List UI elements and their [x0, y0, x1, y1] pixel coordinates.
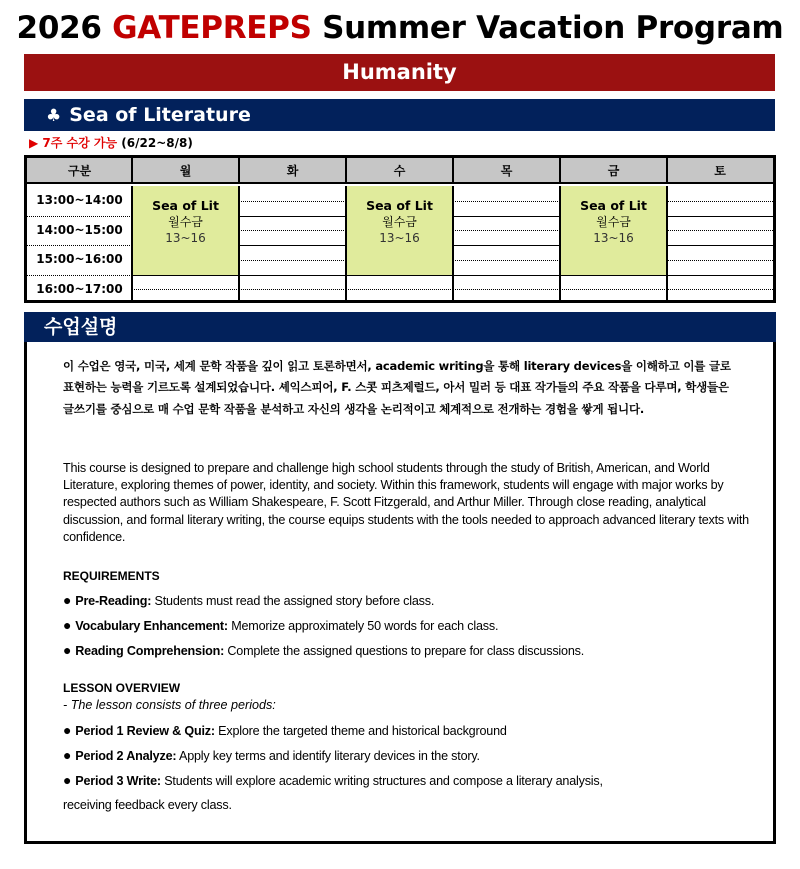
hour-divider: [667, 245, 773, 246]
page-title: [0, 6, 800, 50]
class-name: Sea of Lit: [152, 198, 219, 214]
column-divider: [452, 158, 454, 182]
column-header: 금: [607, 164, 620, 178]
hour-divider: [239, 275, 346, 276]
column-header: 구분: [67, 164, 92, 178]
requirement-text: Students must read the assigned story before class.: [151, 594, 435, 608]
hour-divider: [453, 245, 560, 246]
time-slot-label: 15:00~16:00: [36, 252, 123, 266]
column-divider: [666, 186, 668, 300]
period-item: [63, 772, 763, 788]
row-divider: [27, 245, 132, 246]
column-divider: [345, 158, 347, 182]
overview-title: LESSON OVERVIEW: [63, 681, 181, 695]
requirement-text: Complete the assigned questions to prepare for class discussions.: [224, 644, 585, 658]
period-label: Period 2 Analyze:: [75, 749, 177, 763]
schedule-table: [24, 155, 776, 303]
hour-divider: [346, 275, 453, 276]
availability-dates: (6/22~8/8): [121, 136, 193, 150]
bullet-icon: ●: [63, 592, 72, 608]
column-divider: [559, 186, 561, 300]
class-block[interactable]: [560, 186, 667, 275]
title-rest: Summer Vacation Program: [322, 10, 784, 46]
half-hour-divider: [667, 260, 773, 261]
class-days: 월수금: [382, 215, 417, 230]
half-hour-divider: [667, 201, 773, 202]
column-divider: [345, 186, 347, 300]
hour-divider: [239, 245, 346, 246]
half-hour-divider: [239, 260, 346, 261]
course-title-bar: [24, 99, 775, 131]
class-hours: 13~16: [593, 231, 634, 246]
class-days: 월수금: [596, 215, 631, 230]
class-days: 월수금: [168, 215, 203, 230]
column-divider: [238, 158, 240, 182]
period-text: Students will explore academic writing structures and compose a literary analysis,: [160, 774, 603, 788]
half-hour-divider: [346, 289, 453, 290]
column-divider: [452, 186, 454, 300]
half-hour-divider: [239, 201, 346, 202]
schedule-body: [27, 186, 773, 300]
half-hour-divider: [453, 289, 560, 290]
class-name: Sea of Lit: [366, 198, 433, 214]
title-brand: GATEPREPS: [112, 10, 312, 46]
class-name: Sea of Lit: [580, 198, 647, 214]
half-hour-divider: [239, 230, 346, 231]
hour-divider: [132, 275, 239, 276]
column-divider: [238, 186, 240, 300]
hour-divider: [239, 216, 346, 217]
bullet-icon: ●: [63, 617, 72, 633]
category-label: Humanity: [342, 60, 457, 84]
half-hour-divider: [667, 230, 773, 231]
hour-divider: [667, 275, 773, 276]
course-title: Sea of Literature: [69, 104, 251, 126]
availability-line: [29, 135, 193, 151]
availability-label: 7주 수강 가능: [42, 136, 118, 150]
description-header: [24, 312, 776, 342]
half-hour-divider: [453, 230, 560, 231]
half-hour-divider: [239, 289, 346, 290]
row-divider: [27, 216, 132, 217]
time-slot-label: 14:00~15:00: [36, 222, 123, 237]
time-slot-label: 13:00~14:00: [36, 193, 123, 207]
requirement-item: [63, 642, 763, 658]
category-banner: [24, 54, 775, 91]
korean-description: 이 수업은 영국, 미국, 세계 문학 작품을 깊이 읽고 토론하면서, academic writing을 통해 literary devices을 이해하고 이를 글로 표현하는 능력을 기르도록 설계되었습니다. 셰익스피어, F. 스콧 피츠제럴드, 아서 밀러 등 대표 작가들의 주요 작품을 다루며, 학생들은 글쓰기를 중심으로 매 수업 문학 작품을 분석하고 자신의 생각을 논리적이고 체계적으로 전개하는 경험을 쌓게 됩니다.: [63, 359, 731, 416]
half-hour-divider: [560, 289, 667, 290]
hour-divider: [453, 275, 560, 276]
bullet-icon: ●: [63, 722, 72, 738]
requirement-label: Reading Comprehension:: [75, 644, 225, 658]
bullet-icon: ●: [63, 642, 72, 658]
period-continuation: receiving feedback every class.: [63, 798, 232, 812]
column-header: 토: [714, 164, 726, 178]
description-box: [24, 342, 776, 844]
hour-divider: [667, 216, 773, 217]
column-divider: [131, 158, 133, 182]
period-item: [63, 747, 763, 763]
english-description: This course is designed to prepare and challenge high school students through the study of British, American, and World Literature, exploring themes of power, identity, and society. Within this framework, students will engage with major works by respected authors such as William Shakespeare, F. Scott Fitzgerald, and Arthur Miller. Through close reading, analytical discussion, and formal literary writing, the course equips students with the tools needed to approach advanced literary texts with confidence.: [63, 461, 749, 544]
club-suit-icon: ♣: [46, 106, 62, 126]
triangle-right-icon: ▶: [29, 136, 39, 150]
half-hour-divider: [132, 289, 239, 290]
hour-divider: [453, 216, 560, 217]
half-hour-divider: [453, 260, 560, 261]
bullet-icon: ●: [63, 772, 72, 788]
class-hours: 13~16: [165, 231, 206, 246]
time-slot-label: 16:00~17:00: [36, 281, 123, 296]
column-divider: [131, 186, 133, 300]
period-label: Period 1 Review & Quiz:: [75, 724, 215, 738]
row-divider: [27, 275, 132, 276]
description-title: 수업설명: [44, 316, 118, 338]
overview-note: - The lesson consists of three periods:: [63, 698, 276, 712]
requirement-label: Vocabulary Enhancement:: [75, 619, 228, 633]
class-block[interactable]: [132, 186, 239, 275]
requirement-label: Pre-Reading:: [75, 594, 152, 608]
requirement-item: [63, 592, 763, 608]
schedule-header-row: [27, 158, 773, 184]
half-hour-divider: [667, 289, 773, 290]
period-label: Period 3 Write:: [75, 774, 161, 788]
requirements-title: REQUIREMENTS: [63, 569, 160, 583]
title-year: 2026: [16, 10, 102, 46]
period-text: Apply key terms and identify literary devices in the story.: [176, 749, 480, 763]
bullet-icon: ●: [63, 747, 72, 763]
column-header: 화: [286, 164, 299, 178]
period-item: [63, 722, 763, 738]
half-hour-divider: [453, 201, 560, 202]
column-header: 목: [500, 164, 513, 178]
hour-divider: [560, 275, 667, 276]
requirement-text: Memorize approximately 50 words for each class.: [227, 619, 499, 633]
column-header: 월: [179, 164, 192, 178]
column-divider: [666, 158, 668, 182]
column-header: 수: [393, 164, 406, 178]
class-hours: 13~16: [379, 231, 420, 246]
requirement-item: [63, 617, 763, 633]
period-text: Explore the targeted theme and historical background: [214, 724, 507, 738]
class-block[interactable]: [346, 186, 453, 275]
column-divider: [559, 158, 561, 182]
